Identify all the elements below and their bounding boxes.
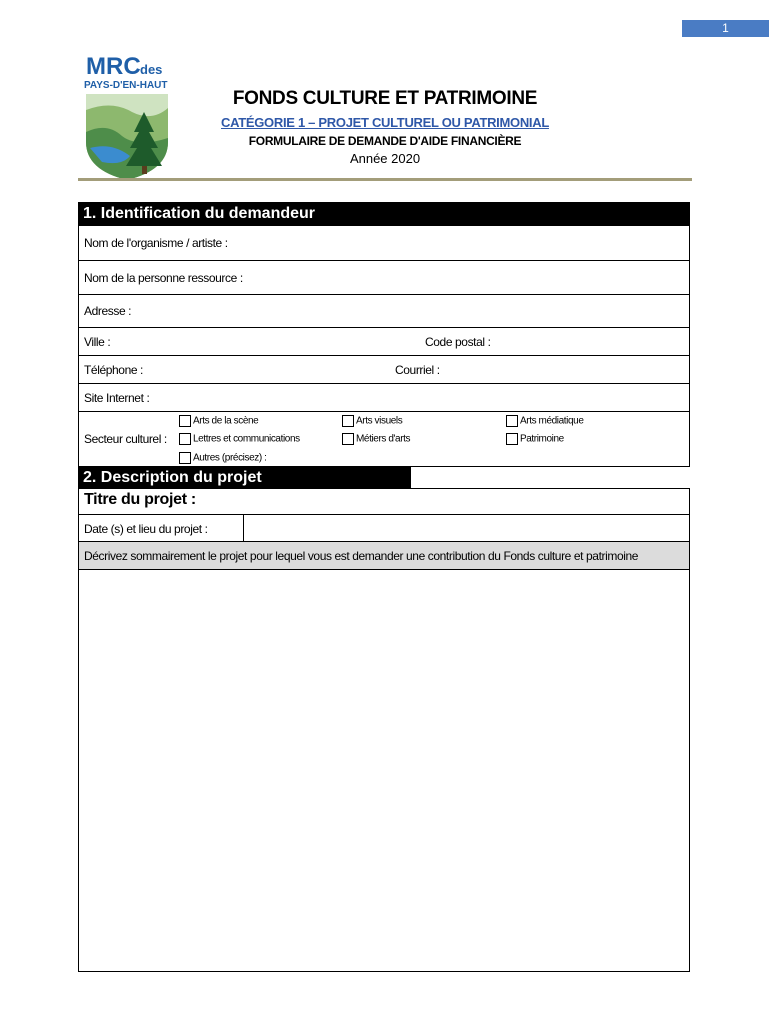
svg-text:PAYS-D'EN-HAUT: PAYS-D'EN-HAUT bbox=[84, 80, 168, 91]
project-title-label: Titre du projet : bbox=[84, 491, 196, 508]
checkbox-icon[interactable] bbox=[179, 415, 191, 427]
org-name-label: Nom de l'organisme / artiste : bbox=[84, 236, 228, 250]
city-row[interactable] bbox=[78, 328, 690, 356]
website-label: Site Internet : bbox=[84, 391, 150, 405]
svg-text:MRC: MRC bbox=[86, 53, 141, 80]
checkbox-icon[interactable] bbox=[506, 415, 518, 427]
org-name-row[interactable] bbox=[78, 226, 690, 261]
form-year: Année 2020 bbox=[349, 151, 421, 166]
phone-row[interactable] bbox=[78, 356, 690, 384]
contact-name-row[interactable] bbox=[78, 261, 690, 295]
checkbox-icon[interactable] bbox=[342, 433, 354, 445]
section1-heading: 1. Identification du demandeur bbox=[78, 202, 690, 226]
category-title: CATÉGORIE 1 – PROJET CULTUREL OU PATRIMONIAL bbox=[221, 115, 549, 130]
form-title: FONDS CULTURE ET PATRIMOINE bbox=[232, 88, 538, 109]
describe-label: Décrivez sommairement le projet pour lequel vous est demander une contribution du Fonds culture et patrimoine bbox=[84, 549, 639, 563]
sector-option-patrimoine[interactable]: Patrimoine bbox=[506, 433, 564, 445]
sector-option-autres[interactable]: Autres (précisez) : bbox=[179, 452, 267, 464]
project-title-row[interactable] bbox=[78, 488, 690, 515]
mrc-logo bbox=[82, 52, 172, 182]
svg-text:des: des bbox=[140, 62, 163, 77]
phone-label: Téléphone : bbox=[84, 363, 143, 377]
address-row[interactable] bbox=[78, 295, 690, 328]
website-row[interactable] bbox=[78, 384, 690, 412]
form-subtitle: FORMULAIRE DE DEMANDE D'AIDE FINANCIÈRE bbox=[248, 134, 522, 148]
email-label: Courriel : bbox=[395, 363, 440, 377]
sector-row bbox=[78, 412, 690, 467]
section2-heading: 2. Description du projet bbox=[78, 467, 411, 488]
postal-code-label: Code postal : bbox=[425, 335, 491, 349]
sector-option-lettres[interactable]: Lettres et communications bbox=[179, 433, 300, 445]
sector-option-metiers[interactable]: Métiers d'arts bbox=[342, 433, 410, 445]
sector-option-arts-scene[interactable]: Arts de la scène bbox=[179, 415, 258, 427]
contact-name-label: Nom de la personne ressource : bbox=[84, 271, 243, 285]
project-description-field[interactable] bbox=[78, 570, 690, 972]
page-number: 1 bbox=[682, 20, 769, 37]
city-label: Ville : bbox=[84, 335, 111, 349]
project-date-row bbox=[78, 515, 690, 542]
sector-option-arts-mediatique[interactable]: Arts médiatique bbox=[506, 415, 583, 427]
checkbox-icon[interactable] bbox=[179, 433, 191, 445]
checkbox-icon[interactable] bbox=[506, 433, 518, 445]
project-date-label: Date (s) et lieu du projet : bbox=[84, 522, 208, 536]
checkbox-icon[interactable] bbox=[342, 415, 354, 427]
describe-row bbox=[78, 542, 690, 570]
header-divider bbox=[78, 178, 692, 181]
sector-option-arts-visuels[interactable]: Arts visuels bbox=[342, 415, 402, 427]
checkbox-icon[interactable] bbox=[179, 452, 191, 464]
project-date-field[interactable] bbox=[243, 515, 690, 541]
address-label: Adresse : bbox=[84, 304, 132, 318]
sector-label: Secteur culturel : bbox=[84, 432, 167, 446]
